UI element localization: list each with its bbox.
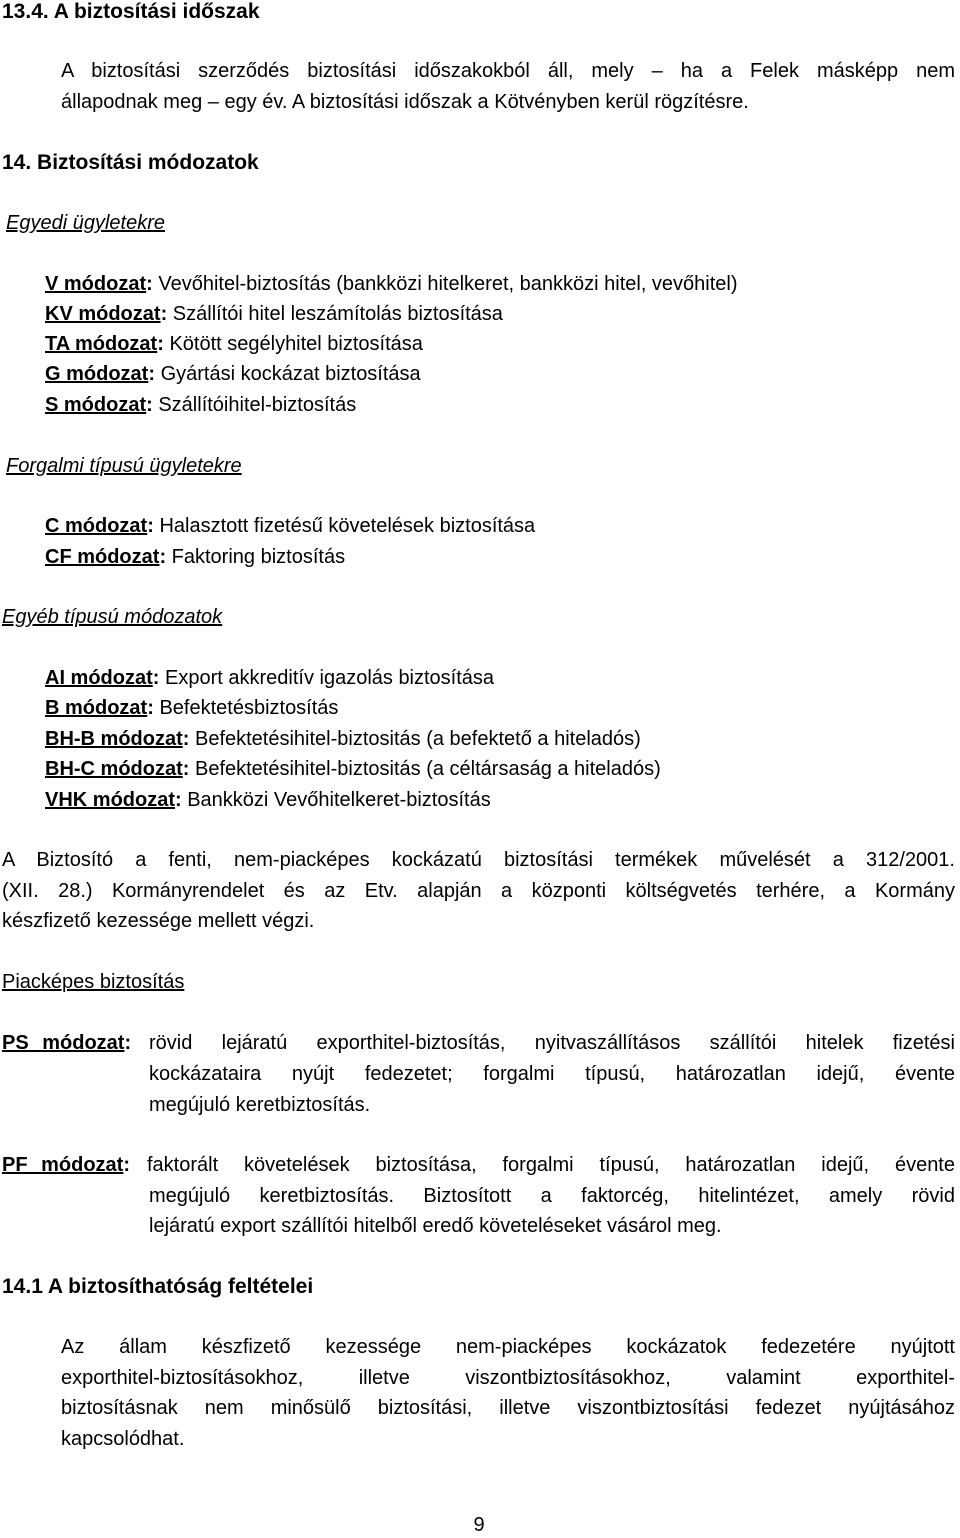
modozat-desc: Befektetésihitel-biztositás (a céltársaság a hiteladós) [194, 758, 661, 780]
pf-code: PF módozat: [2, 1154, 131, 1176]
paragraph-line: megújuló keretbiztosítás. [149, 1094, 371, 1116]
modozat-code: CF módozat [45, 546, 160, 568]
paragraph-line: exporthitel-biztosításokhoz, illetve viszontbiztosításokhoz, valamint exporthitel- [61, 1367, 955, 1389]
modozat-code: PF módozat [2, 1154, 124, 1176]
modozat-row: TA módozat: Kötött segélyhitel biztosítása [45, 333, 423, 355]
modozat-row: CF módozat: Faktoring biztosítás [45, 546, 346, 568]
modozat-desc: Szállítói hitel leszámítolás biztosítása [172, 303, 503, 325]
modozat-desc: Export akkreditív igazolás biztosítása [165, 667, 495, 689]
modozat-desc: Befektetésbiztosítás [159, 697, 339, 719]
subheading-egyedi: Egyedi ügyletekre [6, 212, 165, 234]
modozat-code: S módozat [45, 394, 147, 416]
paragraph-line: megújuló keretbiztosítás. Biztosított a faktorcég, hitelintézet, amely rövid [149, 1185, 955, 1207]
modozat-row: VHK módozat: Bankközi Vevőhitelkeret-biztosítás [45, 789, 491, 811]
modozat-code: V módozat [45, 273, 147, 295]
modozat-row: KV módozat: Szállítói hitel leszámítolás biztosítása [45, 303, 503, 325]
subheading-forgalmi: Forgalmi típusú ügyletekre [6, 455, 242, 477]
paragraph-line: rövid lejáratú exporthitel-biztosítás, nyitvaszállításos szállítói hitelek fizetési [149, 1032, 955, 1054]
page-number: 9 [473, 1514, 485, 1536]
modozat-desc: Szállítóihitel-biztosítás [158, 394, 357, 416]
paragraph-line: biztosításnak nem minősülő biztosítási, illetve viszontbiztosítási fedezet nyújtásához [61, 1397, 955, 1419]
modozat-row: AI módozat: Export akkreditív igazolás biztosítása [45, 667, 495, 689]
modozat-row: S módozat: Szállítóihitel-biztosítás [45, 394, 357, 416]
paragraph-line: Az állam készfizető kezessége nem-piacképes kockázatok fedezetére nyújtott [61, 1336, 955, 1358]
subheading-egyeb: Egyéb típusú módozatok [2, 606, 223, 628]
paragraph-line: faktorált követelések biztosítása, forgalmi típusú, határozatlan idejű, évente [147, 1154, 955, 1176]
modozat-code: G módozat [45, 363, 149, 385]
modozat-code: TA módozat [45, 333, 158, 355]
modozat-row: BH-C módozat: Befektetésihitel-biztositás (a céltársaság a hiteladós) [45, 758, 661, 780]
paragraph-line: lejáratú export szállítói hitelből eredő követeléseket vásárol meg. [149, 1215, 722, 1237]
modozat-code: AI módozat [45, 667, 153, 689]
subheading-piackepes: Piacképes biztosítás [2, 971, 185, 993]
modozat-row: C módozat: Halasztott fizetésű követelések biztosítása [45, 515, 536, 537]
modozat-desc: Gyártási kockázat biztosítása [160, 363, 421, 385]
section-title-13-4: 13.4. A biztosítási időszak [2, 0, 260, 23]
paragraph-line: (XII. 28.) Kormányrendelet és az Etv. alapján a központi költségvetés terhére, a Kormány [2, 880, 955, 902]
modozat-code: BH-C módozat [45, 758, 183, 780]
modozat-code: C módozat [45, 515, 148, 537]
paragraph-line: A biztosítási szerződés biztosítási időszakokból áll, mely – ha a Felek másképp nem [61, 60, 955, 82]
modozat-row: B módozat: Befektetésbiztosítás [45, 697, 339, 719]
modozat-code: B módozat [45, 697, 148, 719]
modozat-desc: Kötött segélyhitel biztosítása [169, 333, 423, 355]
modozat-code: PS módozat [2, 1032, 125, 1054]
paragraph-line: kockázataira nyújt fedezetet; forgalmi típusú, határozatlan idejű, évente [149, 1063, 955, 1085]
paragraph-line: készfizető kezessége mellett végzi. [2, 910, 315, 932]
modozat-row: V módozat: Vevőhitel-biztosítás (bankközi hitelkeret, bankközi hitel, vevőhitel) [45, 273, 738, 295]
modozat-code: VHK módozat [45, 789, 175, 811]
modozat-desc: Bankközi Vevőhitelkeret-biztosítás [187, 789, 491, 811]
modozat-code: KV módozat [45, 303, 161, 325]
modozat-desc: Befektetésihitel-biztositás (a befektető a hiteladós) [194, 728, 641, 750]
paragraph-line: A Biztosító a fenti, nem-piacképes kockázatú biztosítási termékek művelését a 312/2001. [2, 849, 955, 871]
section-title-14-1: 14.1 A biztosíthatóság feltételei [2, 1275, 314, 1298]
paragraph-line: kapcsolódhat. [61, 1428, 185, 1450]
paragraph-line: állapodnak meg – egy év. A biztosítási időszak a Kötvényben kerül rögzítésre. [61, 91, 749, 113]
modozat-row: G módozat: Gyártási kockázat biztosítása [45, 363, 421, 385]
section-title-14: 14. Biztosítási módozatok [2, 151, 259, 174]
modozat-row: BH-B módozat: Befektetésihitel-biztositás (a befektető a hiteladós) [45, 728, 641, 750]
modozat-code: BH-B módozat [45, 728, 183, 750]
modozat-desc: Halasztott fizetésű követelések biztosítása [159, 515, 536, 537]
ps-code: PS módozat: [2, 1032, 132, 1054]
modozat-desc: Vevőhitel-biztosítás (bankközi hitelkeret, bankközi hitel, vevőhitel) [158, 273, 738, 295]
modozat-desc: Faktoring biztosítás [171, 546, 346, 568]
